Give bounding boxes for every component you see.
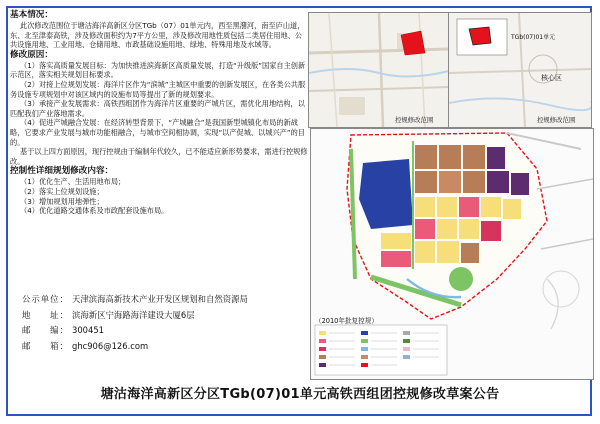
section-paragraph: （1）优化生产、生活用地布局； [20, 177, 126, 187]
core-area-label: 核心区 [541, 74, 562, 82]
contact-row [22, 308, 248, 324]
contact-label: 公示单位： [22, 294, 69, 304]
contact-value[interactable]: ghc906@126.com [72, 340, 149, 351]
inset-map-drawing [449, 13, 591, 127]
section-paragraph: （4）优化道路交通体系及市政配套设施布局。 [20, 206, 169, 216]
plan-caption: （2010年批复控规） [315, 317, 378, 325]
contact-label: 邮 编： [22, 325, 69, 336]
contact-row [22, 323, 248, 339]
contact-label: 邮 箱： [22, 340, 69, 351]
contact-label: 地 址： [22, 309, 69, 320]
section-paragraph: （1）落实高质量发展目标：为加快推进滨海新区高质量发展，打造“升级版”国家自主创新示范区，落实相关规划目标要求。 [10, 60, 306, 80]
section-paragraph: （2）落实上位规划设施； [20, 186, 104, 196]
land-use-plan [310, 128, 594, 380]
section-paragraph: 基于以上四方面原因，现行控规由于编制年代较久，已不能适应新形势要求，需进行控规修改。 [10, 147, 308, 166]
scope-marker-a [401, 31, 425, 55]
section-paragraph: 此次修改范围位于塘沽海洋高新区分区TGb（07）01单元内，西至黑潴河，南至庐山道，东、北至津泰高铁，涉及修改面积约为7平方公里，涉及修改用地性质包括二类居住用地、公共设施用地、工业用地、仓储用地、市政基础设施用地、绿地、特殊用地及水域等。 [10, 21, 305, 50]
contact-row [22, 292, 248, 308]
section-paragraph: （2）对接上位规划发展：海洋片区作为“滨城”主城区中重要的创新发展区，在各类公共服务设施专项规划中对该区域内的设施布局等提出了新的规划要求。 [10, 79, 306, 99]
section-paragraph: （3）增加规划用地弹性； [20, 196, 104, 206]
section-paragraph: （4）促进产城融合发展：在经济转型背景下，“产城融合”是我国新型城镇化布局的新战略，它要求产业发展与城市功能相融合，与城市空间相协调，实现“以产促城、以城兴产”的目的。 [10, 118, 305, 147]
section-heading: 基本情况： [10, 10, 53, 20]
contact-row [22, 339, 248, 355]
zone-blue [359, 159, 413, 229]
contact-value: 300451 [72, 325, 104, 336]
location-map-drawing [309, 13, 449, 127]
section-paragraph: （3）承接产业发展需求：高铁西组团作为海洋片区重要的产城片区，需优化用地结构，以匹配我们产业落地需求。 [10, 99, 305, 118]
inset-map [448, 12, 592, 128]
notice-title: 塘沽海洋高新区分区TGb(07)01单元高铁西组团控规修改草案公告 [100, 387, 500, 402]
scope-caption-b: 控规修改范围 [537, 116, 576, 124]
location-map [308, 12, 450, 128]
section-heading: 修改原因： [10, 49, 53, 60]
contact-value: 天津滨海高新技术产业开发区规划和自然资源局 [72, 294, 248, 304]
contact-value: 滨海新区宁海路海洋建设大厦6层 [72, 309, 195, 320]
legend-box [315, 325, 447, 375]
contact-block [22, 292, 248, 354]
land-use-plan-drawing [311, 129, 593, 379]
scope-marker-b [469, 27, 491, 45]
scope-caption-a: 控规修改范围 [395, 116, 434, 124]
section-heading: 控制性详细规划修改内容： [10, 166, 114, 177]
unit-label: TGb(07)01单元 [511, 34, 556, 41]
